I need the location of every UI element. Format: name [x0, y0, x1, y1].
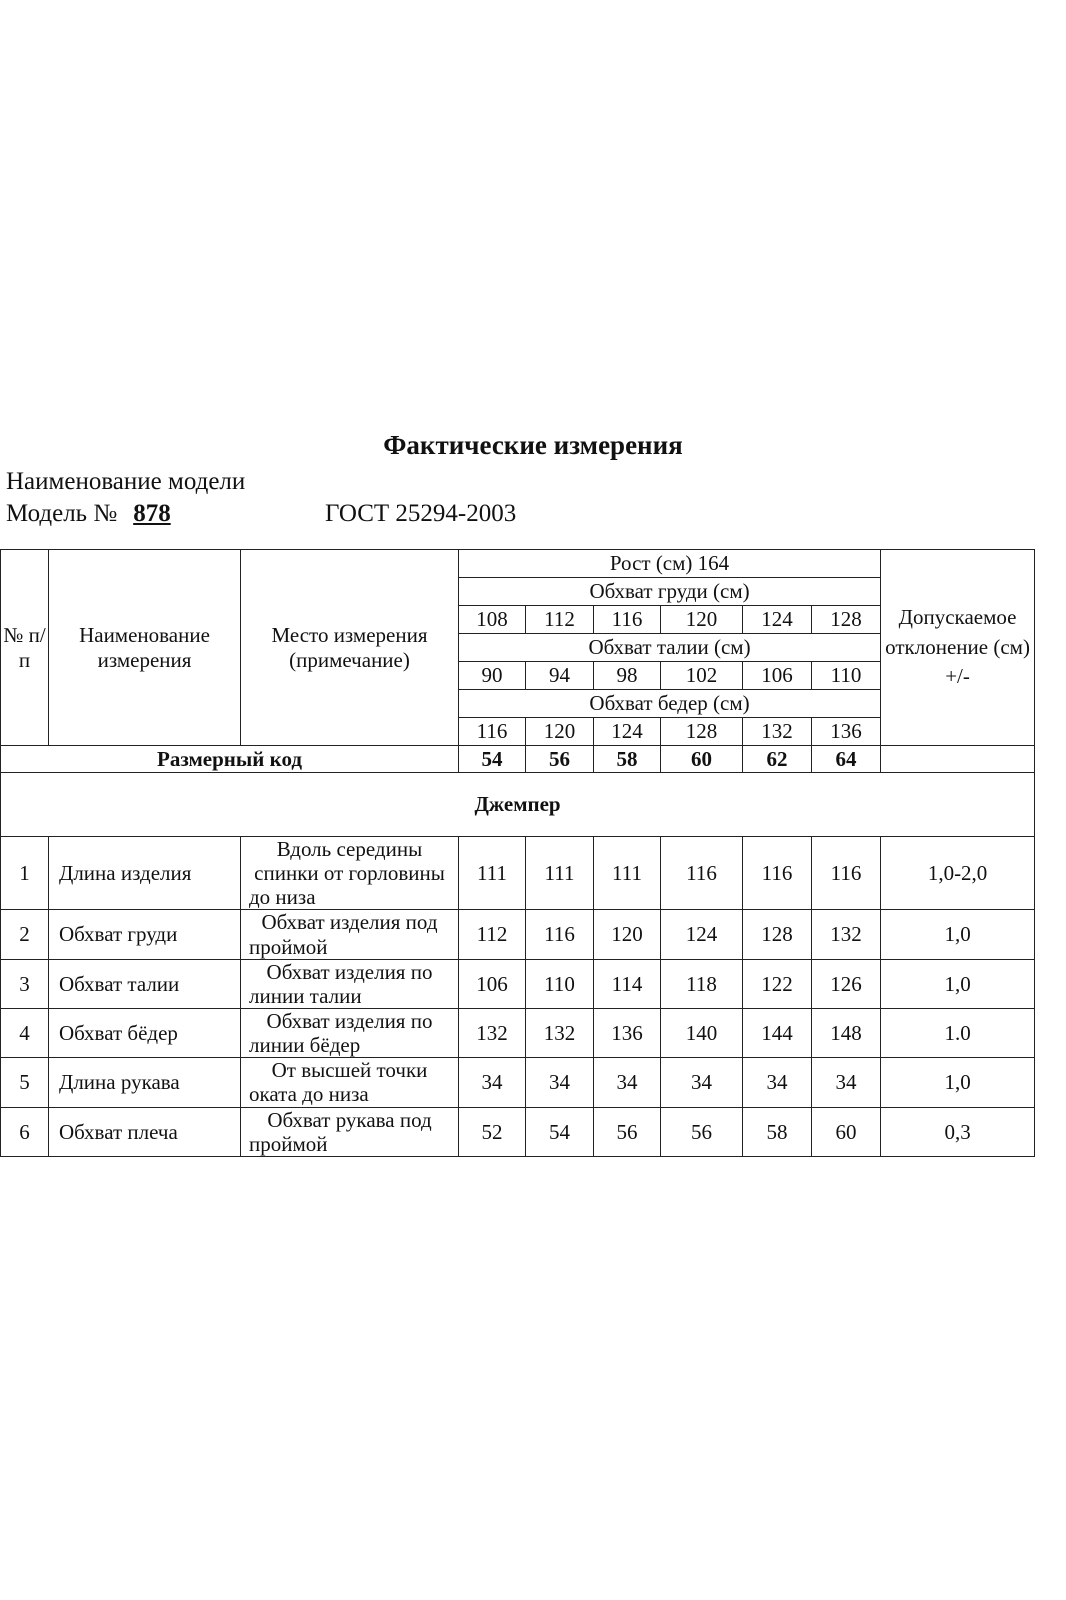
- row-value: 106: [459, 959, 526, 1008]
- model-number-line: [6, 500, 179, 528]
- size-code-row: [1, 746, 1035, 773]
- row-value: 132: [812, 910, 881, 959]
- chest-value: 120: [661, 606, 743, 634]
- row-value: 34: [526, 1058, 594, 1107]
- row-place: Обхват рукава под проймой: [241, 1107, 459, 1156]
- row-name: Обхват плеча: [49, 1107, 241, 1156]
- size-code-empty: [881, 746, 1035, 773]
- table-row: [1, 910, 1035, 959]
- chest-value: 116: [594, 606, 661, 634]
- row-tolerance: 1.0: [881, 1008, 1035, 1057]
- chest-value: 124: [743, 606, 812, 634]
- model-number-label: Модель №: [6, 500, 118, 527]
- waist-value: 106: [743, 662, 812, 690]
- row-number: 4: [1, 1008, 49, 1057]
- row-tolerance: 1,0: [881, 959, 1035, 1008]
- row-value: 140: [661, 1008, 743, 1057]
- row-value: 52: [459, 1107, 526, 1156]
- row-number: 5: [1, 1058, 49, 1107]
- row-value: 34: [594, 1058, 661, 1107]
- model-number: 878: [133, 500, 171, 527]
- hips-header: Обхват бедер (см): [459, 690, 881, 718]
- row-value: 116: [661, 837, 743, 910]
- row-value: 126: [812, 959, 881, 1008]
- row-value: 114: [594, 959, 661, 1008]
- row-value: 132: [526, 1008, 594, 1057]
- section-row: [1, 773, 1035, 837]
- waist-value: 94: [526, 662, 594, 690]
- row-value: 128: [743, 910, 812, 959]
- chest-value: 128: [812, 606, 881, 634]
- row-value: 111: [459, 837, 526, 910]
- row-name: Длина изделия: [49, 837, 241, 910]
- col-header-no: № п/п: [1, 550, 49, 746]
- section-title: Джемпер: [1, 773, 1035, 837]
- waist-value: 102: [661, 662, 743, 690]
- row-value: 122: [743, 959, 812, 1008]
- row-place: Обхват изделия по линии талии: [241, 959, 459, 1008]
- row-place: Вдоль середины спинки от горловины до низа: [241, 837, 459, 910]
- row-value: 58: [743, 1107, 812, 1156]
- hips-value: 136: [812, 718, 881, 746]
- row-value: 34: [743, 1058, 812, 1107]
- row-value: 116: [743, 837, 812, 910]
- row-tolerance: 1,0-2,0: [881, 837, 1035, 910]
- col-header-tolerance: Допускаемое отклонение (см) +/-: [881, 550, 1035, 746]
- row-value: 144: [743, 1008, 812, 1057]
- row-value: 34: [812, 1058, 881, 1107]
- row-value: 124: [661, 910, 743, 959]
- waist-value: 110: [812, 662, 881, 690]
- height-header: Рост (см) 164: [459, 550, 881, 578]
- table-row: [1, 1058, 1035, 1107]
- row-value: 116: [812, 837, 881, 910]
- standard-reference: ГОСТ 25294-2003: [325, 500, 517, 527]
- waist-value: 90: [459, 662, 526, 690]
- row-value: 60: [812, 1107, 881, 1156]
- row-name: Обхват бёдер: [49, 1008, 241, 1057]
- size-code: 60: [661, 746, 743, 773]
- row-value: 132: [459, 1008, 526, 1057]
- row-value: 111: [594, 837, 661, 910]
- row-value: 34: [661, 1058, 743, 1107]
- document-title: Фактические измерения: [383, 430, 683, 460]
- col-header-place: Место измерения (примечание): [241, 550, 459, 746]
- row-tolerance: 0,3: [881, 1107, 1035, 1156]
- measurement-table: [0, 549, 1035, 1157]
- table-row: [1, 1008, 1035, 1057]
- row-value: 118: [661, 959, 743, 1008]
- row-value: 116: [526, 910, 594, 959]
- row-value: 34: [459, 1058, 526, 1107]
- waist-header: Обхват талии (см): [459, 634, 881, 662]
- row-tolerance: 1,0: [881, 1058, 1035, 1107]
- hips-value: 124: [594, 718, 661, 746]
- row-number: 6: [1, 1107, 49, 1156]
- col-header-name: Наименование измерения: [49, 550, 241, 746]
- size-code: 56: [526, 746, 594, 773]
- row-value: 56: [594, 1107, 661, 1156]
- size-code: 58: [594, 746, 661, 773]
- row-value: 120: [594, 910, 661, 959]
- table-row: [1, 959, 1035, 1008]
- size-code: 62: [743, 746, 812, 773]
- table-row: [1, 837, 1035, 910]
- row-value: 112: [459, 910, 526, 959]
- row-value: 111: [526, 837, 594, 910]
- row-value: 54: [526, 1107, 594, 1156]
- chest-value: 108: [459, 606, 526, 634]
- table-row: [1, 1107, 1035, 1156]
- row-place: Обхват изделия под проймой: [241, 910, 459, 959]
- row-value: 148: [812, 1008, 881, 1057]
- waist-value: 98: [594, 662, 661, 690]
- row-number: 2: [1, 910, 49, 959]
- row-tolerance: 1,0: [881, 910, 1035, 959]
- size-code: 54: [459, 746, 526, 773]
- row-name: Обхват талии: [49, 959, 241, 1008]
- model-name-label: Наименование модели: [6, 468, 246, 495]
- hips-value: 116: [459, 718, 526, 746]
- size-code: 64: [812, 746, 881, 773]
- row-name: Длина рукава: [49, 1058, 241, 1107]
- size-code-label: Размерный код: [1, 746, 459, 773]
- chest-value: 112: [526, 606, 594, 634]
- row-name: Обхват груди: [49, 910, 241, 959]
- hips-value: 132: [743, 718, 812, 746]
- hips-value: 120: [526, 718, 594, 746]
- row-number: 3: [1, 959, 49, 1008]
- row-place: От высшей точки оката до низа: [241, 1058, 459, 1107]
- row-value: 110: [526, 959, 594, 1008]
- row-place: Обхват изделия по линии бёдер: [241, 1008, 459, 1057]
- chest-header: Обхват груди (см): [459, 578, 881, 606]
- row-number: 1: [1, 837, 49, 910]
- hips-value: 128: [661, 718, 743, 746]
- row-value: 56: [661, 1107, 743, 1156]
- row-value: 136: [594, 1008, 661, 1057]
